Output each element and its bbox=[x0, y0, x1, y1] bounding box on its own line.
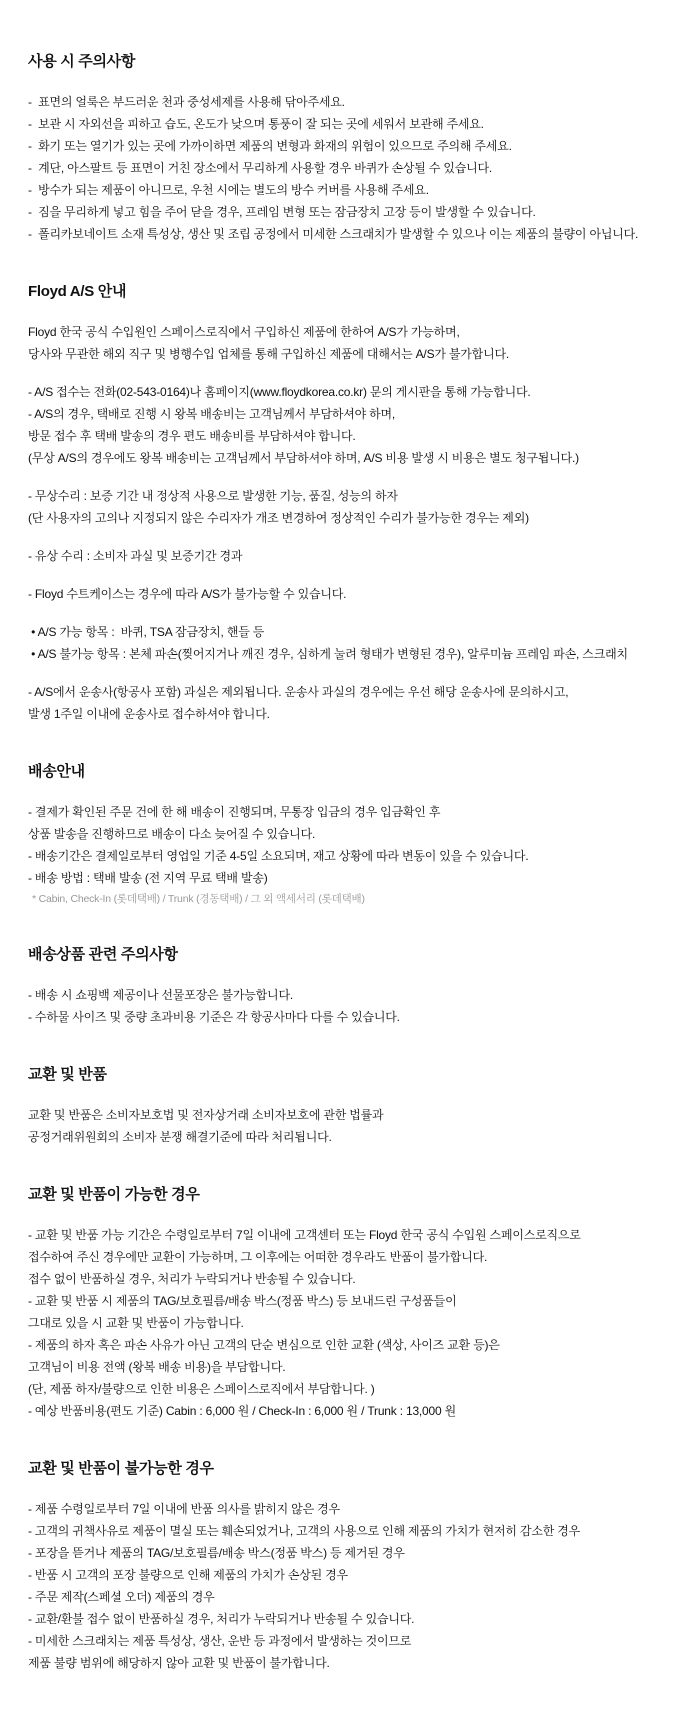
text-line: 당사와 무관한 해외 직구 및 병행수입 업체를 통해 구입하신 제품에 대해서는 A/S가 불가합니다. bbox=[28, 347, 509, 361]
text-line: 접수하여 주신 경우에만 교환이 가능하며, 그 이후에는 어떠한 경우라도 반품이 불가합니다. bbox=[28, 1250, 488, 1264]
text-block bbox=[28, 485, 672, 529]
section-shipping-guide bbox=[28, 763, 672, 908]
text-line: 접수 없이 반품하실 경우, 처리가 누락되거나 반송될 수 있습니다. bbox=[28, 1272, 356, 1286]
text-line: - 배송 시 쇼핑백 제공이나 선물포장은 불가능합니다. bbox=[28, 988, 293, 1002]
text-line: • A/S 불가능 항목 : 본체 파손(찢어지거나 깨진 경우, 심하게 눌려 형태가 변형된 경우), 알루미늄 프레임 파손, 스크래치 bbox=[28, 647, 628, 661]
section-title-as-guide: Floyd A/S 안내 bbox=[28, 283, 127, 300]
text-line: - 교환 및 반품 시 제품의 TAG/보호필름/배송 박스(정품 박스) 등 보내드린 구성품들이 bbox=[28, 1294, 457, 1308]
text-line: - 짐을 무리하게 넣고 힘을 주어 닫을 경우, 프레임 변형 또는 잠금장치 고장 등이 발생할 수 있습니다. bbox=[28, 205, 536, 219]
text-line: (무상 A/S의 경우에도 왕복 배송비는 고객님께서 부담하셔야 하며, A/S 비용 발생 시 비용은 별도 청구됩니다.) bbox=[28, 451, 579, 465]
text-line: - 폴리카보네이트 소재 특성상, 생산 및 조립 공정에서 미세한 스크래치가 발생할 수 있으나 이는 제품의 불량이 아닙니다. bbox=[28, 227, 639, 241]
text-line: Floyd 한국 공식 수입원인 스페이스로직에서 구입하신 제품에 한하여 A/S가 가능하며, bbox=[28, 325, 460, 339]
text-line: - 고객의 귀책사유로 제품이 멸실 또는 훼손되었거나, 고객의 사용으로 인해 제품의 가치가 현저히 감소한 경우 bbox=[28, 1524, 581, 1538]
text-line: - A/S 접수는 전화(02-543-0164)나 홈페이지(www.floydkorea.co.kr) 문의 게시판을 통해 가능합니다. bbox=[28, 385, 531, 399]
text-line: 방문 접수 후 택배 발송의 경우 편도 배송비를 부담하셔야 합니다. bbox=[28, 429, 356, 443]
text-line: - 결제가 확인된 주문 건에 한 해 배송이 진행되며, 무통장 입금의 경우 입금확인 후 bbox=[28, 805, 441, 819]
text-line: 상품 발송을 진행하므로 배송이 다소 늦어질 수 있습니다. bbox=[28, 827, 316, 841]
text-line: (단, 제품 하자/불량으로 인한 비용은 스페이스로직에서 부담합니다. ) bbox=[28, 1382, 375, 1396]
text-block bbox=[28, 621, 672, 665]
section-exchange-return bbox=[28, 1066, 672, 1148]
text-block bbox=[28, 984, 672, 1028]
note-block bbox=[28, 891, 672, 908]
section-as-guide bbox=[28, 283, 672, 725]
text-line: - 반품 시 고객의 포장 불량으로 인해 제품의 가치가 손상된 경우 bbox=[28, 1568, 348, 1582]
text-block bbox=[28, 801, 672, 889]
section-title-exchange-return-allowed: 교환 및 반품이 가능한 경우 bbox=[28, 1186, 200, 1203]
text-block bbox=[28, 545, 672, 567]
text-line: - 배송기간은 결제일로부터 영업일 기준 4-5일 소요되며, 재고 상황에 따라 변동이 있을 수 있습니다. bbox=[28, 849, 529, 863]
text-line: - 포장을 뜯거나 제품의 TAG/보호필름/배송 박스(정품 박스) 등 제거된 경우 bbox=[28, 1546, 405, 1560]
text-line: - 배송 방법 : 택배 발송 (전 지역 무료 택배 발송) bbox=[28, 871, 268, 885]
section-title-shipping-product-notes: 배송상품 관련 주의사항 bbox=[28, 946, 178, 963]
note-line: * Cabin, Check-In (롯데택배) / Trunk (경동택배) / 그 외 액세서리 (롯데택배) bbox=[32, 893, 365, 905]
text-block bbox=[28, 1498, 672, 1674]
text-line: 교환 및 반품은 소비자보호법 및 전자상거래 소비자보호에 관한 법률과 bbox=[28, 1108, 384, 1122]
text-line: - 유상 수리 : 소비자 과실 및 보증기간 경과 bbox=[28, 549, 243, 563]
text-line: - A/S의 경우, 택배로 진행 시 왕복 배송비는 고객님께서 부담하셔야 하며, bbox=[28, 407, 396, 421]
text-block bbox=[28, 381, 672, 469]
text-block bbox=[28, 321, 672, 365]
section-title-usage-precautions: 사용 시 주의사항 bbox=[28, 53, 136, 70]
text-line: - 표면의 얼룩은 부드러운 천과 중성세제를 사용해 닦아주세요. bbox=[28, 95, 345, 109]
text-line: - A/S에서 운송사(항공사 포함) 과실은 제외됩니다. 운송사 과실의 경우에는 우선 해당 운송사에 문의하시고, bbox=[28, 685, 569, 699]
text-line: - Floyd 수트케이스는 경우에 따라 A/S가 불가능할 수 있습니다. bbox=[28, 587, 347, 601]
text-line: - 보관 시 자외선을 피하고 습도, 온도가 낮으며 통풍이 잘 되는 곳에 세워서 보관해 주세요. bbox=[28, 117, 484, 131]
text-line: 발생 1주일 이내에 운송사로 접수하셔야 합니다. bbox=[28, 707, 270, 721]
text-block bbox=[28, 1224, 672, 1422]
text-block bbox=[28, 1104, 672, 1148]
text-block bbox=[28, 583, 672, 605]
section-title-exchange-return: 교환 및 반품 bbox=[28, 1066, 107, 1083]
text-line: - 무상수리 : 보증 기간 내 정상적 사용으로 발생한 기능, 품질, 성능의 하자 bbox=[28, 489, 398, 503]
section-title-shipping-guide: 배송안내 bbox=[28, 763, 85, 780]
text-line: 공정거래위원회의 소비자 분쟁 해결기준에 따라 처리됩니다. bbox=[28, 1130, 332, 1144]
text-line: 그대로 있을 시 교환 및 반품이 가능합니다. bbox=[28, 1316, 244, 1330]
text-line: - 교환/환불 접수 없이 반품하실 경우, 처리가 누락되거나 반송될 수 있습니다. bbox=[28, 1612, 415, 1626]
text-line: 제품 불량 범위에 해당하지 않아 교환 및 반품이 불가합니다. bbox=[28, 1656, 330, 1670]
text-line: - 예상 반품비용(편도 기준) Cabin : 6,000 원 / Check-In : 6,000 원 / Trunk : 13,000 원 bbox=[28, 1404, 456, 1418]
section-exchange-return-allowed bbox=[28, 1186, 672, 1422]
text-line: - 제품의 하자 혹은 파손 사유가 아닌 고객의 단순 변심으로 인한 교환 (색상, 사이즈 교환 등)은 bbox=[28, 1338, 500, 1352]
section-title-exchange-return-not-allowed: 교환 및 반품이 불가능한 경우 bbox=[28, 1460, 214, 1477]
text-line: - 미세한 스크래치는 제품 특성상, 생산, 운반 등 과정에서 발생하는 것이므로 bbox=[28, 1634, 412, 1648]
text-line: - 계단, 아스팔트 등 표면이 거친 장소에서 무리하게 사용할 경우 바퀴가 손상될 수 있습니다. bbox=[28, 161, 493, 175]
text-line: - 제품 수령일로부터 7일 이내에 반품 의사를 밝히지 않은 경우 bbox=[28, 1502, 340, 1516]
text-line: - 수하물 사이즈 및 중량 초과비용 기준은 각 항공사마다 다를 수 있습니다. bbox=[28, 1010, 400, 1024]
text-block bbox=[28, 681, 672, 725]
section-exchange-return-not-allowed bbox=[28, 1460, 672, 1674]
section-usage-precautions bbox=[28, 53, 672, 245]
text-line: (단 사용자의 고의나 지정되지 않은 수리자가 개조 변경하여 정상적인 수리가 불가능한 경우는 제외) bbox=[28, 511, 529, 525]
text-line: - 방수가 되는 제품이 아니므로, 우천 시에는 별도의 방수 커버를 사용해 주세요. bbox=[28, 183, 429, 197]
text-line: - 교환 및 반품 가능 기간은 수령일로부터 7일 이내에 고객센터 또는 Floyd 한국 공식 수입원 스페이스로직으로 bbox=[28, 1228, 581, 1242]
text-line: - 주문 제작(스페셜 오더) 제품의 경우 bbox=[28, 1590, 215, 1604]
text-block bbox=[28, 91, 672, 245]
text-line: 고객님이 비용 전액 (왕복 배송 비용)을 부담합니다. bbox=[28, 1360, 286, 1374]
text-line: • A/S 가능 항목 : 바퀴, TSA 잠금장치, 핸들 등 bbox=[28, 625, 265, 639]
text-line: - 화기 또는 열기가 있는 곳에 가까이하면 제품의 변형과 화재의 위험이 있으므로 주의해 주세요. bbox=[28, 139, 512, 153]
section-shipping-product-notes bbox=[28, 946, 672, 1028]
